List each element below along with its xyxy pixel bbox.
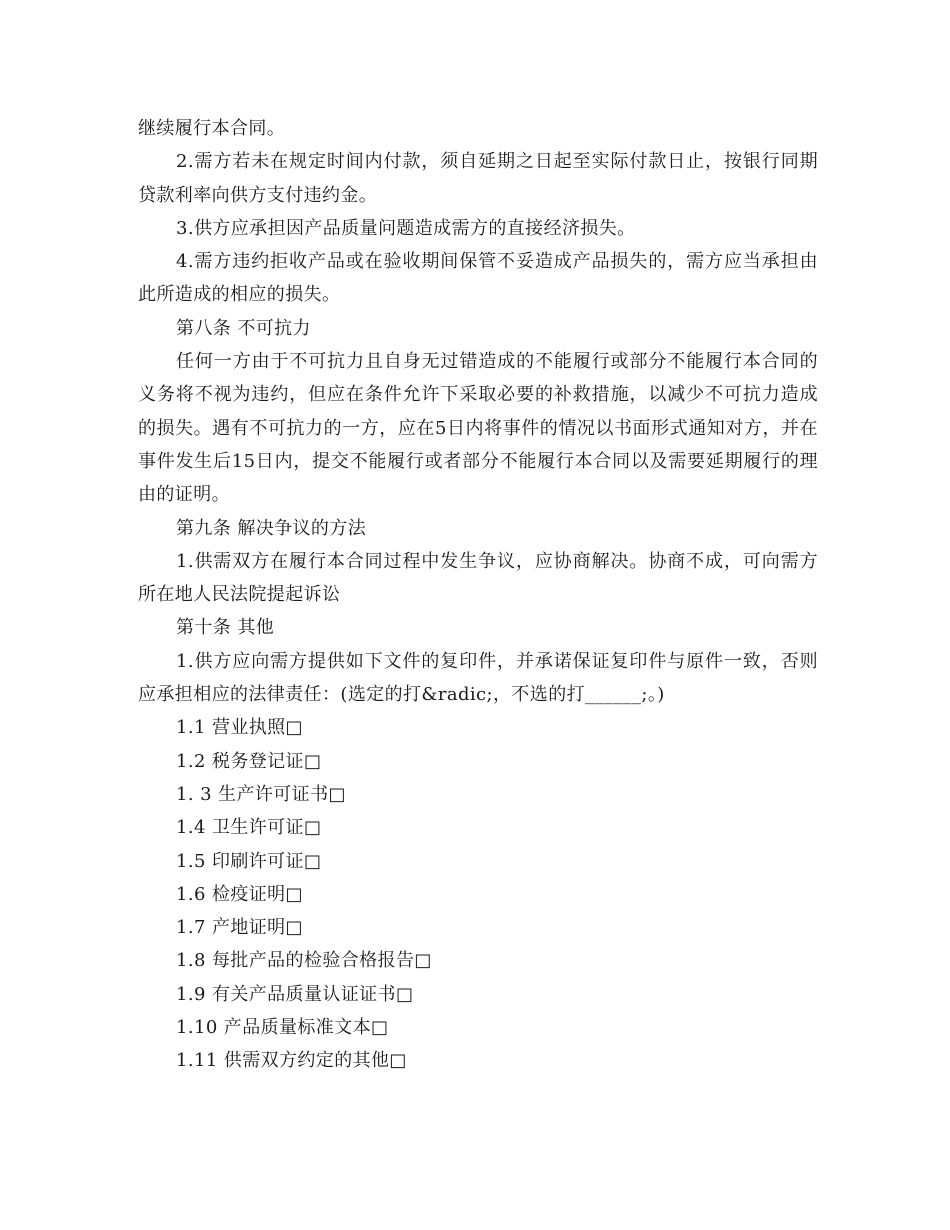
paragraph-dispute-resolution: 1.供需双方在履行本合同过程中发生争议，应协商解决。协商不成，可向需方所在地人民法院提起诉讼 (138, 550, 818, 606)
list-item-tax-registration: 1.2 税务登记证□ (176, 750, 322, 772)
list-item-quality-certification: 1.9 有关产品质量认证证书□ (176, 983, 414, 1005)
list-item-quality-standard: 1.10 产品质量标准文本□ (176, 1017, 389, 1039)
paragraph-force-majeure: 任何一方由于不可抗力且自身无过错造成的不能履行或部分不能履行本合同的义务将不视为违约，但应在条件允许下采取必要的补救措施，以减少不可抗力造成的损失。遇有不可抗力的一方，应在5日内将事件的情况以书面形式通知对方，并在事件发生后15日内，提交不能履行或者部分不能履行本合同以及需要延期履行的理由的证明。 (138, 351, 818, 506)
list-item-origin-certificate: 1.7 产地证明□ (176, 917, 303, 939)
paragraph-continue-contract: 继续履行本合同。 (138, 118, 286, 139)
list-item-printing-permit: 1.5 印刷许可证□ (176, 850, 322, 872)
list-item-quarantine-certificate: 1.6 检疫证明□ (176, 883, 303, 905)
paragraph-document-copies: 1.供方应向需方提供如下文件的复印件，并承诺保证复印件与原件一致，否则应承担相应的法律责任：(选定的打&radic;，不选的打______;。) (138, 650, 818, 706)
list-item-business-license: 1.1 营业执照□ (176, 717, 303, 739)
heading-article-8: 第八条 不可抗力 (176, 317, 311, 339)
document-body (138, 112, 818, 1078)
list-item-inspection-report: 1.8 每批产品的检验合格报告□ (176, 950, 432, 972)
list-item-hygiene-permit: 1.4 卫生许可证□ (176, 817, 322, 839)
paragraph-late-payment: 2.需方若未在规定时间内付款，须自延期之日起至实际付款日止，按银行同期贷款利率向供方支付违约金。 (138, 151, 818, 206)
heading-article-10: 第十条 其他 (176, 617, 275, 639)
paragraph-refusal-loss: 4.需方违约拒收产品或在验收期间保管不妥造成产品损失的，需方应当承担由此所造成的相应的损失。 (138, 251, 818, 306)
heading-article-9: 第九条 解决争议的方法 (176, 517, 367, 539)
list-item-production-permit: 1. 3 生产许可证书□ (176, 783, 346, 805)
list-item-other-agreed: 1.11 供需双方约定的其他□ (176, 1050, 407, 1072)
paragraph-quality-loss: 3.供方应承担因产品质量问题造成需方的直接经济损失。 (176, 217, 636, 239)
